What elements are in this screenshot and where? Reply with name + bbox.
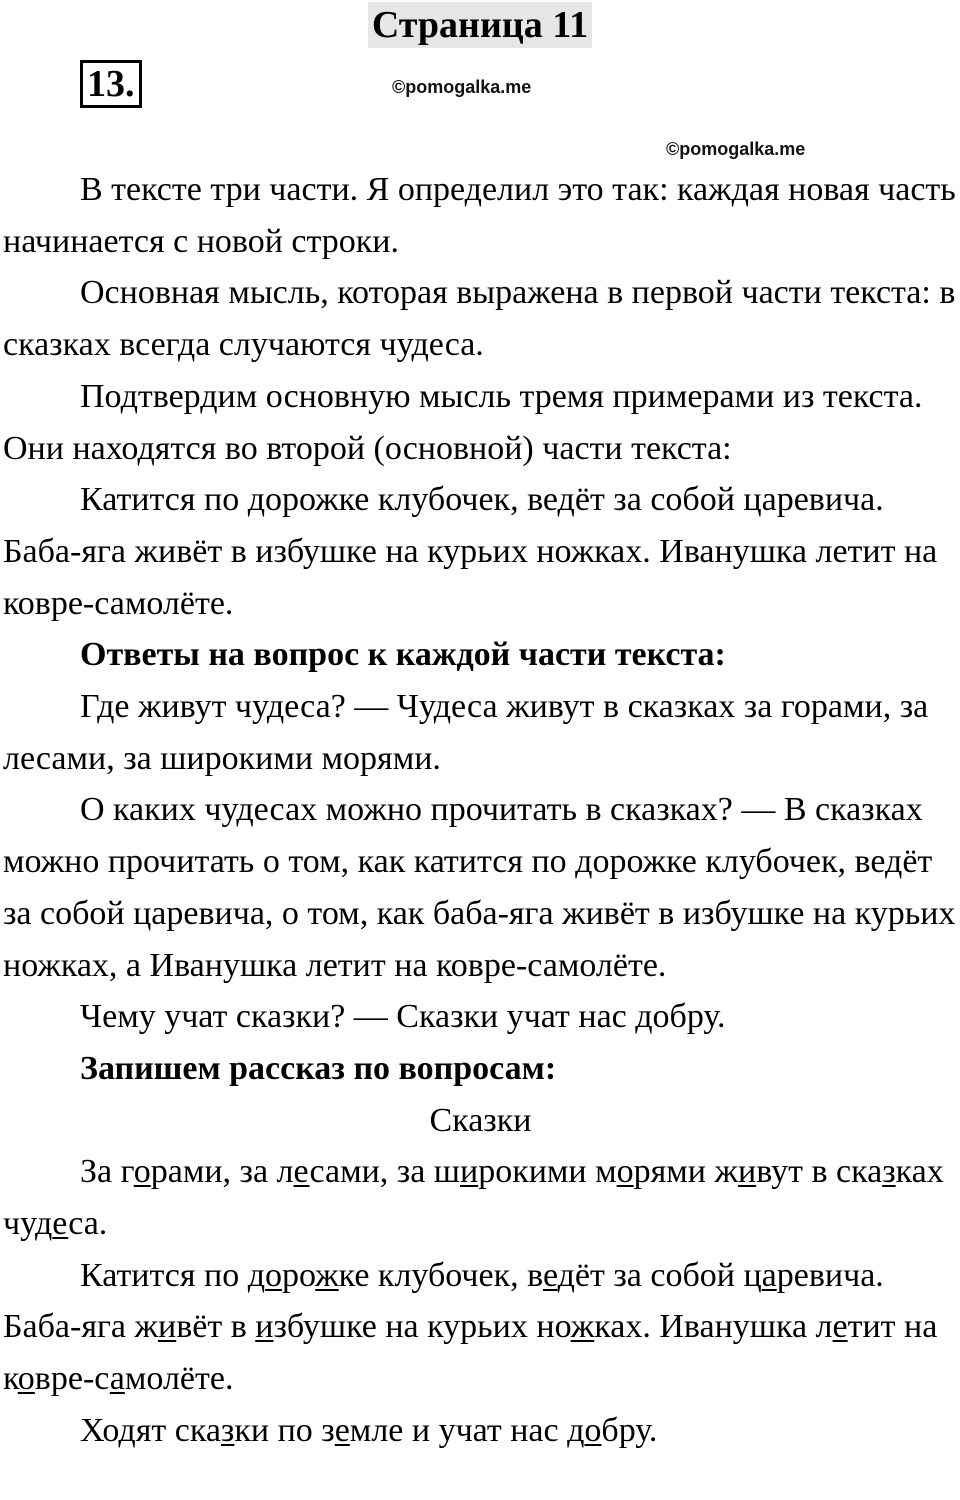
text-segment: молёте. bbox=[124, 1360, 234, 1398]
text-segment: рами, за л bbox=[150, 1153, 294, 1191]
watermark: ©pomogalka.me bbox=[666, 139, 806, 159]
underlined-letter: и bbox=[459, 1153, 479, 1191]
underlined-letter: о bbox=[133, 1153, 151, 1191]
text-segment: са. bbox=[68, 1205, 108, 1243]
underlined-letter: и bbox=[158, 1308, 177, 1346]
text-segment: ки по з bbox=[234, 1411, 335, 1449]
underlined-paragraph bbox=[3, 1146, 958, 1249]
paragraph: В тексте три части. Я определил это так: каждая новая часть начинается с новой строки. bbox=[3, 171, 956, 260]
text-segment: мле и учат нас д bbox=[349, 1411, 585, 1449]
underlined-letter: о bbox=[17, 1360, 35, 1398]
section-heading: Ответы на вопрос к каждой части текста: bbox=[80, 636, 726, 674]
text-segment: За г bbox=[80, 1153, 134, 1191]
text-segment: збушке на курьих но bbox=[273, 1308, 571, 1346]
task-number: 13. bbox=[80, 60, 142, 108]
underlined-letter: е bbox=[542, 1256, 558, 1294]
text-segment: ревича. Баба-яга ж bbox=[3, 1256, 884, 1346]
paragraph: Где живут чудеса? — Чудеса живут в сказках за горами, за лесами, за широкими морями. bbox=[3, 688, 929, 777]
underlined-letter: а bbox=[761, 1256, 777, 1294]
paragraph: Чему учат сказки? — Сказки учат нас добру. bbox=[80, 998, 726, 1036]
section-heading: Запишем рассказ по вопросам: bbox=[80, 1049, 557, 1087]
text-segment: Ходят ска bbox=[80, 1411, 221, 1449]
paragraph: Катится по дорожке клубочек, ведёт за собой царевича. Баба-яга живёт в избушке на курьих ножках. Иванушка летит на ковре-самолёте. bbox=[3, 481, 938, 622]
text-segment: ке клубочек, в bbox=[338, 1256, 543, 1294]
text-segment: рями ж bbox=[633, 1153, 738, 1191]
text-segment: рокими м bbox=[478, 1153, 617, 1191]
story-title: Сказки bbox=[429, 1101, 532, 1139]
underlined-paragraph bbox=[3, 1405, 958, 1457]
paragraph: Подтвердим основную мысль тремя примерами из текста. Они находятся во второй (основной) части текста: bbox=[3, 377, 923, 467]
underlined-letter: з bbox=[882, 1153, 896, 1191]
underlined-letter: и bbox=[737, 1153, 757, 1191]
underlined-letter: а bbox=[109, 1360, 125, 1398]
paragraph: О каких чудесах можно прочитать в сказках? — В сказках можно прочитать о том, как катится по дорожке клубочек, ведёт за собой царевича, о том, как баба-яга живёт в избушке на курьих ножках, а Иванушка летит на ковре-самолёте. bbox=[3, 791, 956, 984]
underlined-letter: о bbox=[616, 1153, 634, 1191]
underlined-paragraph bbox=[3, 1250, 958, 1405]
page-title-wrapper bbox=[0, 2, 960, 48]
text-segment: вре-с bbox=[34, 1360, 110, 1398]
underlined-letter: ж bbox=[315, 1256, 339, 1294]
text-segment: Катится по д bbox=[80, 1256, 265, 1294]
text-segment: ках. Иванушка л bbox=[594, 1308, 833, 1346]
underlined-letter: о bbox=[265, 1256, 282, 1294]
text-segment: ро bbox=[282, 1256, 316, 1294]
paragraph: Основная мысль, которая выражена в первой части текста: в сказках всегда случаются чудеса. bbox=[3, 274, 956, 364]
text-segment: вут в ска bbox=[756, 1153, 883, 1191]
text-segment: сами, за ш bbox=[309, 1153, 460, 1191]
watermark: ©pomogalka.me bbox=[392, 77, 532, 97]
underlined-letter: ж bbox=[570, 1308, 595, 1346]
underlined-letter: о bbox=[584, 1411, 602, 1449]
underlined-letter: и bbox=[255, 1308, 274, 1346]
text-segment: ках чуд bbox=[3, 1153, 944, 1243]
underlined-letter: е bbox=[832, 1308, 848, 1346]
text-segment: бру. bbox=[601, 1411, 658, 1449]
underlined-letter: е bbox=[52, 1205, 69, 1243]
underlined-letter: е bbox=[293, 1153, 310, 1191]
underlined-letter: е bbox=[334, 1411, 350, 1449]
answer-text bbox=[3, 164, 958, 1457]
page-title: Страница 11 bbox=[368, 2, 592, 48]
underlined-letter: з bbox=[220, 1411, 235, 1449]
text-segment: дёт за собой ц bbox=[557, 1256, 762, 1294]
text-segment: тит на к bbox=[3, 1308, 938, 1398]
text-segment: вёт в bbox=[176, 1308, 256, 1346]
